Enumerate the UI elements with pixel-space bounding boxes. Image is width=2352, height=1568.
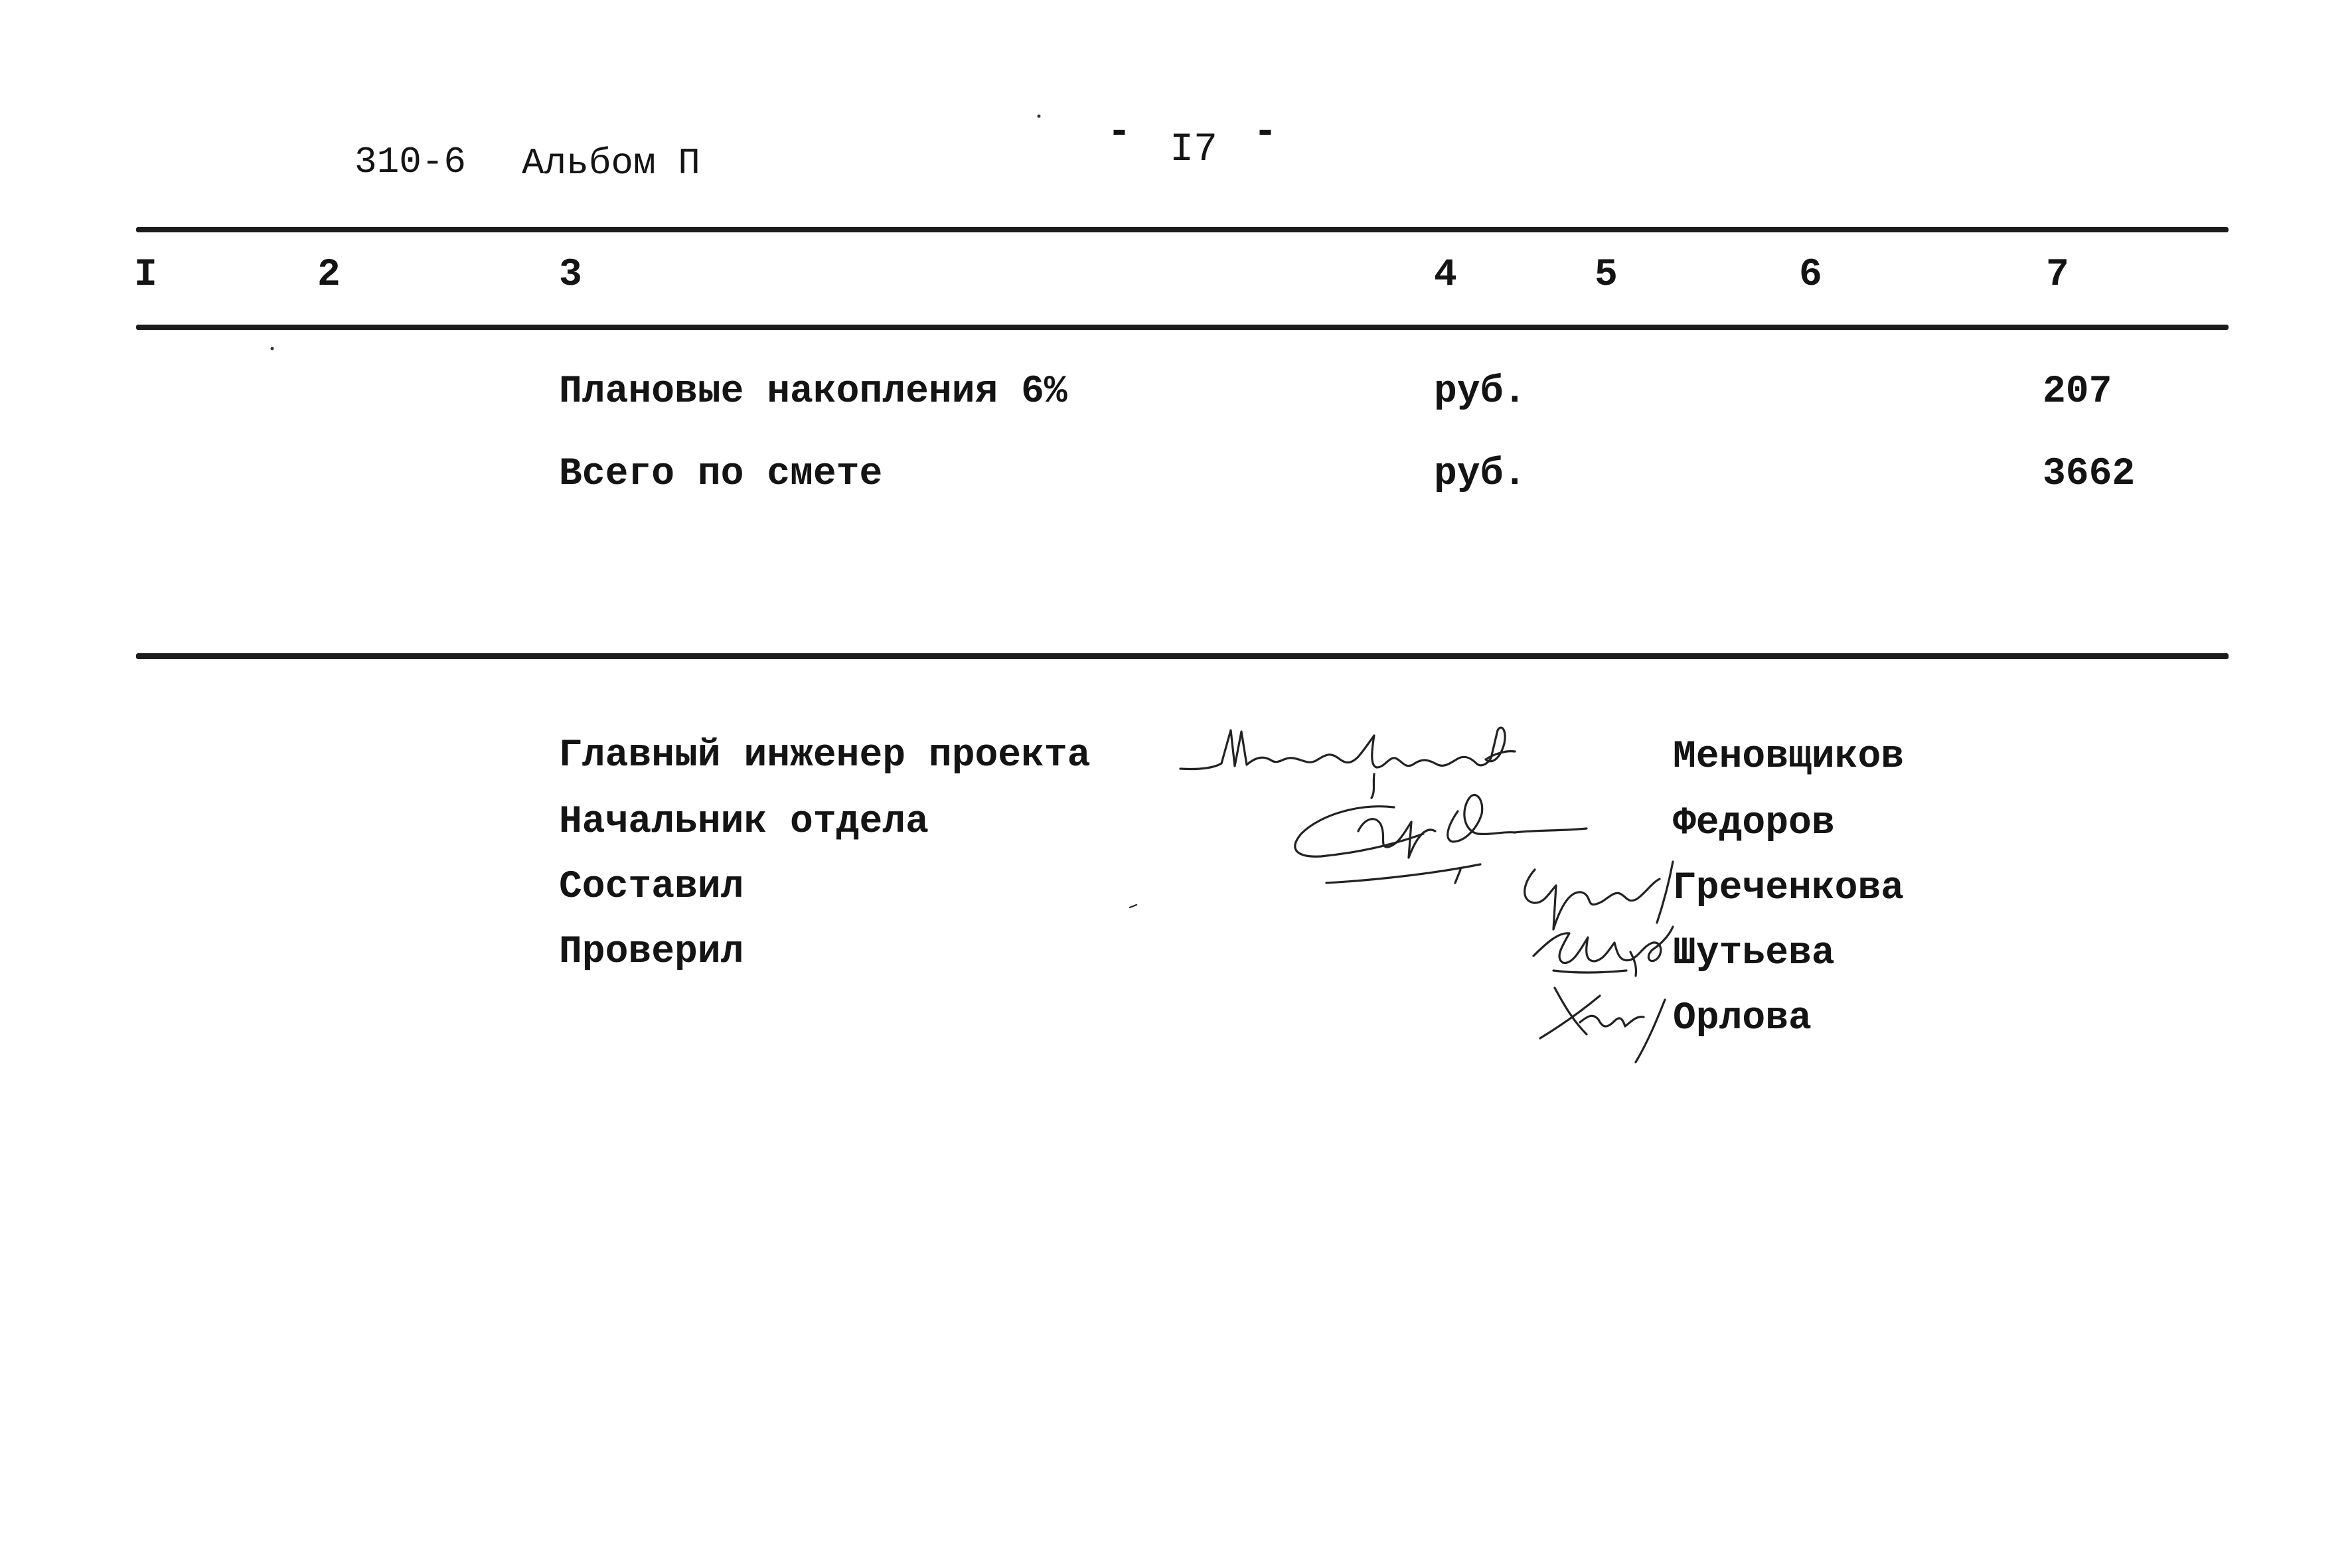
table-bottom-rule — [136, 653, 2229, 659]
signatory-name: Греченкова — [1673, 867, 1905, 910]
page-number: I7 — [1170, 127, 1218, 173]
row-total: 207 — [2043, 370, 2112, 414]
column-number: 7 — [2046, 254, 2069, 297]
signatory-name: Меновщиков — [1673, 736, 1905, 779]
signature-title: Начальник отдела — [559, 801, 929, 844]
column-number: 3 — [559, 254, 582, 297]
column-number: 6 — [1799, 254, 1822, 297]
page-dash-left: - — [1107, 110, 1132, 155]
row-total: 3662 — [2043, 453, 2136, 496]
column-number: 4 — [1434, 254, 1457, 297]
signature-title: Проверил — [559, 931, 744, 974]
signature-title: Главный инженер проекта — [559, 734, 1091, 777]
column-number: 2 — [317, 254, 341, 297]
row-unit: руб. — [1434, 370, 1527, 414]
table-top-rule — [136, 227, 2229, 232]
column-number: 5 — [1595, 254, 1618, 297]
signatory-name: Шутьева — [1673, 932, 1835, 975]
row-unit: руб. — [1434, 453, 1527, 496]
document-code: 310-6 — [354, 141, 467, 183]
signatory-name: Орлова — [1673, 997, 1812, 1040]
signature-title: Составил — [559, 866, 744, 909]
scan-speck — [1036, 113, 1042, 119]
scan-speck — [1129, 903, 1138, 909]
handwritten-signature — [1527, 916, 1680, 982]
signatory-name: Федоров — [1673, 802, 1835, 845]
column-number: I — [134, 254, 157, 297]
handwritten-signature — [1527, 981, 1680, 1067]
page-dash-right: - — [1253, 110, 1278, 155]
table-header-rule — [136, 325, 2229, 330]
row-name: Плановые накопления 6% — [559, 370, 1067, 414]
row-name: Всего по смете — [559, 453, 883, 496]
scan-speck — [269, 345, 275, 352]
album-label: Альбом П — [522, 142, 700, 185]
